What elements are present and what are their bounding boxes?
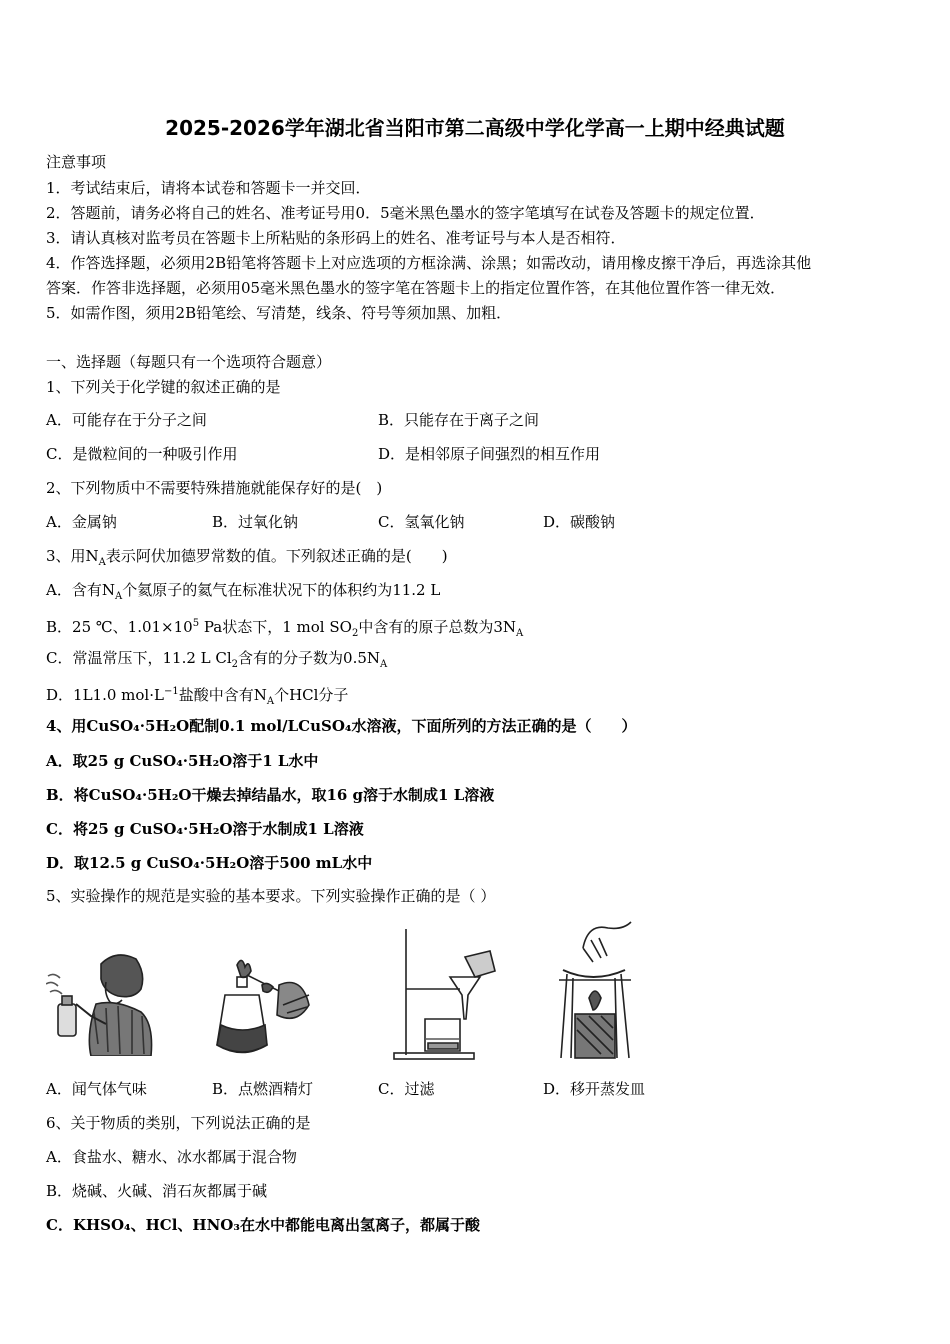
lighting-alcohol-lamp-illustration <box>207 955 317 1067</box>
q5-option-a: A．闻气体气味 <box>46 1080 147 1098</box>
section-heading: 一、选择题（每题只有一个选项符合题意） <box>46 353 332 371</box>
q6-stem: 6、关于物质的类别，下列说法正确的是 <box>46 1114 311 1132</box>
q6-option-a: A．食盐水、糖水、冰水都属于混合物 <box>46 1148 297 1166</box>
notice-item: 5．如需作图，须用2B铅笔绘、写清楚，线条、符号等须加黑、加粗． <box>46 304 512 322</box>
q3-option-a: A．含有$N_A$个氦原子的氦气在标准状况下的体积约为11.2 L <box>46 581 441 602</box>
q4-stem: 4、用CuSO₄·5H₂O配制0.1 mol/LCuSO₄水溶液，下面所列的方法正确的是（ ） <box>46 717 637 735</box>
q4-option-a: A．取25 g CuSO₄·5H₂O溶于1 L水中 <box>46 752 319 770</box>
q2-option-b: B．过氧化钠 <box>212 513 299 531</box>
q1-option-a: A．可能存在于分子之间 <box>46 411 207 429</box>
q6-option-b: B．烧碱、火碱、消石灰都属于碱 <box>46 1182 268 1200</box>
filtration-apparatus-illustration <box>380 919 505 1061</box>
q4-option-d: D．取12.5 g CuSO₄·5H₂O溶于500 mL水中 <box>46 854 373 872</box>
notice-item: 答案．作答非选择题，必须用05毫米黑色墨水的签字笔在答题卡上的指定位置作答，在其他位置作答一律无效． <box>46 279 786 297</box>
q3-option-c: C．常温常压下，11.2 L $Cl_2$含有的分子数为$0.5N_A$ <box>46 649 388 670</box>
person-smelling-gas-illustration <box>46 944 156 1056</box>
page-title: 2025-2026学年湖北省当阳市第二高级中学化学高一上期中经典试题 <box>165 116 785 140</box>
q1-option-d: D．是相邻原子间强烈的相互作用 <box>378 445 601 463</box>
q2-stem: 2、下列物质中不需要特殊措施就能保存好的是( ) <box>46 479 383 497</box>
q1-option-c: C．是微粒间的一种吸引作用 <box>46 445 238 463</box>
notice-heading: 注意事项 <box>46 153 107 171</box>
q5-option-d: D．移开蒸发皿 <box>543 1080 646 1098</box>
q5-option-b: B．点燃酒精灯 <box>212 1080 314 1098</box>
q2-option-c: C．氢氧化钠 <box>378 513 465 531</box>
q4-option-b: B．将CuSO₄·5H₂O干燥去掉结晶水，取16 g溶于水制成1 L溶液 <box>46 786 495 804</box>
q2-option-a: A．金属钠 <box>46 513 117 531</box>
q3-option-d: D．1L1.0 $mol\cdot L^{-1}$盐酸中含有$N_A$个HCl分子 <box>46 686 349 707</box>
q5-option-c: C．过滤 <box>378 1080 435 1098</box>
notice-item: 4．作答选择题，必须用2B铅笔将答题卡上对应选项的方框涂满、涂黑；如需改动，请用橡皮擦干净后，再选涂其他 <box>46 254 812 272</box>
notice-item: 3．请认真核对监考员在答题卡上所粘贴的条形码上的姓名、准考证号与本人是否相符． <box>46 229 626 247</box>
q1-option-b: B．只能存在于离子之间 <box>378 411 540 429</box>
q3-option-b: B．25 ℃、$1.01\times 10^5$ Pa状态下，1 mol $SO_2$中含有的原子总数为$3N_A$ <box>46 618 524 639</box>
notice-item: 2．答题前，请务必将自己的姓名、准考证号用0．5毫米黑色墨水的签字笔填写在试卷及答题卡的规定位置． <box>46 204 765 222</box>
q3-stem: 3、用$N_A$表示阿伏加德罗常数的值。下列叙述正确的是( ) <box>46 547 448 568</box>
notice-item: 1．考试结束后，请将本试卷和答题卡一并交回． <box>46 179 371 197</box>
moving-evaporating-dish-illustration <box>553 918 638 1064</box>
q2-option-d: D．碳酸钠 <box>543 513 616 531</box>
q4-option-c: C．将25 g CuSO₄·5H₂O溶于水制成1 L溶液 <box>46 820 364 838</box>
q1-stem: 1、下列关于化学键的叙述正确的是 <box>46 378 281 396</box>
q6-option-c: C．KHSO₄、HCl、HNO₃在水中都能电离出氢离子，都属于酸 <box>46 1216 480 1234</box>
q5-stem: 5、实验操作的规范是实验的基本要求。下列实验操作正确的是（ ） <box>46 887 496 905</box>
